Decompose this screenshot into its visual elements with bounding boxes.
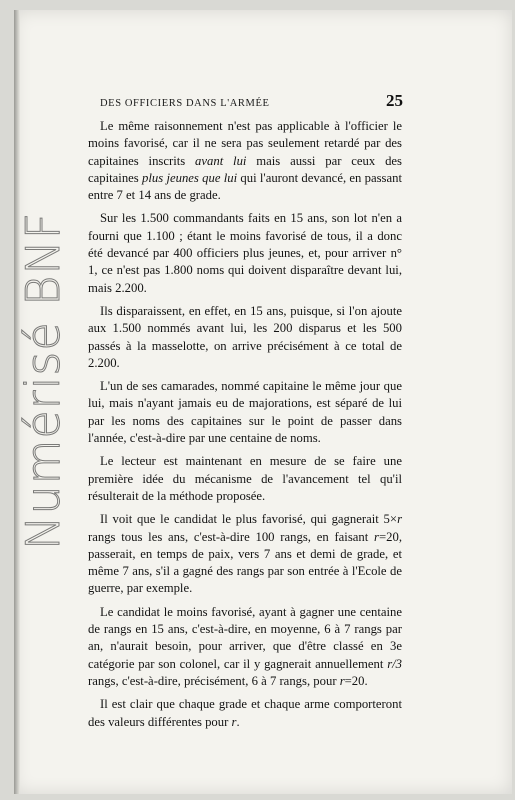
paragraph-1: Le même raisonnement n'est pas applicable à l'officier le moins favorisé, car il ne sera pas seulement retardé par des capitaines inscrits avant lui mais aussi par ceux des capitaines plus jeunes que lui qui l'auront devancé, en passant entre 7 et 14 ans de grade. (88, 119, 402, 203)
paragraph-3: Ils disparaissent, en effet, en 15 ans, puisque, si l'on ajoute aux 1.500 nommés avant lui, les 200 disparus et les 500 passés à la masselotte, on arrive précisément à ce total de 2.200. (88, 303, 402, 370)
paragraph-7: Le candidat le moins favorisé, ayant à gagner une centaine de rangs en 15 ans, c'est-à-dire, en moyenne, 6 à 7 rangs par an, n'aurait besoin, pour arriver, que d'être classé en 3e catégorie par son colonel, car il y gagnerait annuellement r/3 rangs, c'est-à-dire, précisément, 6 à 7 rangs, pour r=20. (88, 604, 402, 688)
paragraph-5: Le lecteur est maintenant en mesure de se faire une première idée du mécanisme de l'avancement tel qu'il résulterait de la méthode proposée. (88, 454, 402, 503)
page-number: 25 (386, 91, 403, 110)
bnf-watermark: Numérisé BNF (16, 211, 70, 550)
paragraph-4: L'un de ses camarades, nommé capitaine le même jour que lui, mais n'ayant jamais eu de majorations, est séparé de lui par les noms des capitaines sur le point de passer dans l'année, c'est-à-dire par une centaine de noms. (88, 379, 402, 446)
running-header: DES OFFICIERS DANS L'ARMÉE (100, 98, 270, 109)
paragraph-8: Il est clair que chaque grade et chaque arme comporteront des valeurs différentes pour r. (88, 697, 402, 729)
body-text (88, 118, 402, 737)
paragraph-6: Il voit que le candidat le plus favorisé, qui gagnerait 5×r rangs tous les ans, c'est-à-dire 100 rangs, en faisant r=20, passerait, en temps de paix, vers 7 ans et demi de grade, et même 7 ans, s'il a gagné des rangs par son entrée à l'Ecole de guerre, par exemple. (88, 512, 402, 596)
paragraph-2: Sur les 1.500 commandants faits en 15 ans, son lot n'en a fourni que 1.100 ; étant le moins favorisé de tous, il a donc été devancé par 400 officiers plus jeunes, et, pour arriver n° 1, ce n'est pas 1.800 noms qui doivent disparaître devant lui, mais 2.200. (88, 211, 402, 295)
